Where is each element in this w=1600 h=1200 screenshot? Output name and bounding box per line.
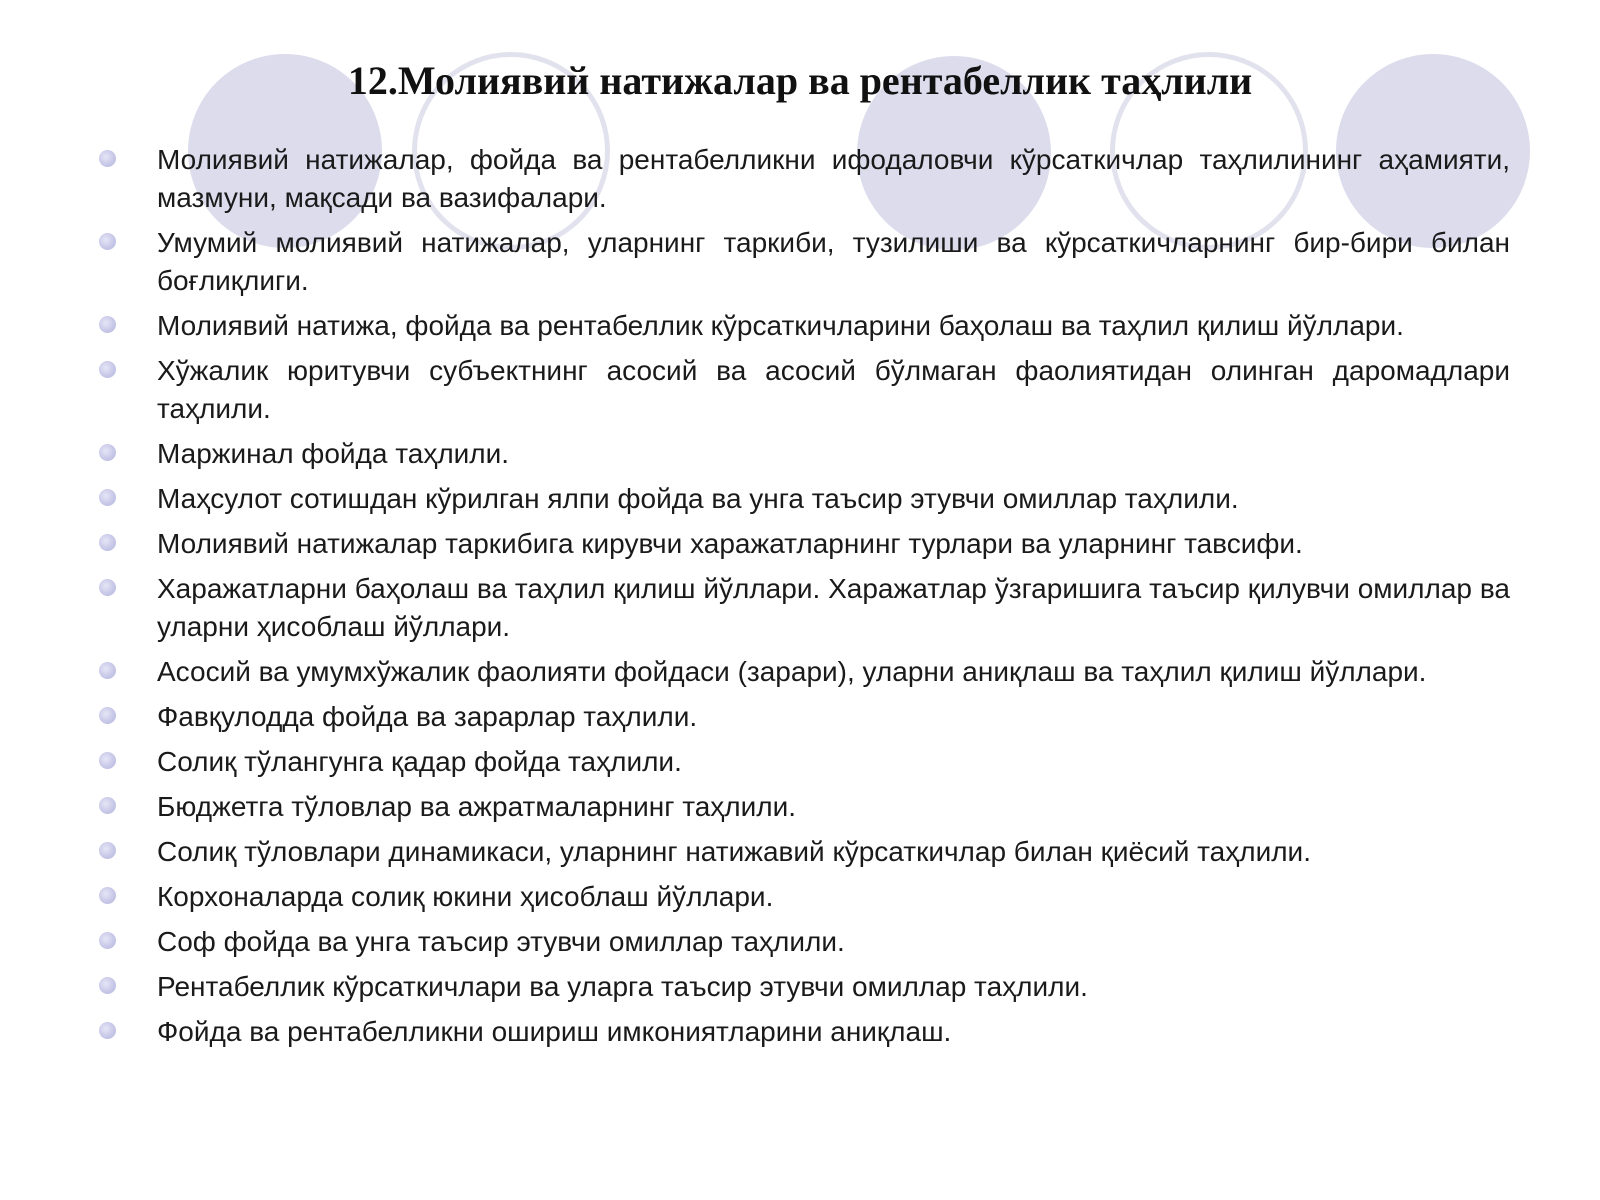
bullet-text: Асосий ва умумхўжалик фаолияти фойдаси (зарари), уларни аниқлаш ва таҳлил қилиш йўллари. [157,656,1427,687]
bullet-item [0,743,1510,781]
bullet-item [0,653,1510,691]
bullet-text: Хўжалик юритувчи субъектнинг асосий ва асосий бўлмаган фаолиятидан олинган даромадлари таҳлили. [157,355,1510,424]
bullet-text: Молиявий натижа, фойда ва рентабеллик кўрсаткичларини баҳолаш ва таҳлил қилиш йўллари. [157,310,1404,341]
bullet-dot-icon [99,150,116,167]
bullet-text: Солиқ тўлангунга қадар фойда таҳлили. [157,746,682,777]
bullet-dot-icon [99,707,116,724]
bullet-item [0,833,1510,871]
bullet-item [0,570,1510,646]
bullet-text: Маҳсулот сотишдан кўрилган ялпи фойда ва унга таъсир этувчи омиллар таҳлили. [157,483,1239,514]
bullet-item [0,788,1510,826]
bullet-text: Харажатларни баҳолаш ва таҳлил қилиш йўллари. Харажатлар ўзгаришига таъсир қилувчи омиллар ва уларни ҳисоблаш йўллари. [157,573,1510,642]
bullet-dot-icon [99,233,116,250]
bullet-item [0,923,1510,961]
bullet-item [0,307,1510,345]
bullet-dot-icon [99,662,116,679]
bullet-item [0,435,1510,473]
bullet-dot-icon [99,887,116,904]
bullet-dot-icon [99,842,116,859]
bullet-text: Молиявий натижалар, фойда ва рентабелликни ифодаловчи кўрсаткичлар таҳлилининг аҳамияти, мазмуни, мақсади ва вазифалари. [157,144,1510,213]
bullet-item [0,480,1510,518]
bullet-dot-icon [99,579,116,596]
bullet-text: Корхоналарда солиқ юкини ҳисоблаш йўллари. [157,881,774,912]
bullet-item [0,1013,1510,1051]
bullet-text: Умумий молиявий натижалар, уларнинг таркиби, тузилиши ва кўрсаткичларнинг бир-бири билан боғлиқлиги. [157,227,1510,296]
bullet-dot-icon [99,361,116,378]
bullet-item [0,224,1510,300]
bullet-dot-icon [99,316,116,333]
bullet-dot-icon [99,444,116,461]
bullet-dot-icon [99,534,116,551]
bullet-item [0,968,1510,1006]
bullet-text: Фойда ва рентабелликни ошириш имкониятларини аниқлаш. [157,1016,952,1047]
bullet-dot-icon [99,932,116,949]
bullet-dot-icon [99,977,116,994]
bullet-dot-icon [99,1022,116,1039]
bullet-text: Маржинал фойда таҳлили. [157,438,510,469]
bullet-text: Солиқ тўловлари динамикаси, уларнинг натижавий кўрсаткичлар билан қиёсий таҳлили. [157,836,1311,867]
bullet-item [0,878,1510,916]
bullet-dot-icon [99,489,116,506]
bullet-item [0,352,1510,428]
bullet-text: Фавқулодда фойда ва зарарлар таҳлили. [157,701,698,732]
bullet-text: Бюджетга тўловлар ва ажратмаларнинг таҳлили. [157,791,797,822]
slide-title: 12.Молиявий натижалар ва рентабеллик таҳлили [347,58,1253,103]
bullet-text: Соф фойда ва унга таъсир этувчи омиллар таҳлили. [157,926,845,957]
bullet-item [0,141,1510,217]
bullet-item [0,698,1510,736]
bullet-dot-icon [99,797,116,814]
bullet-text: Рентабеллик кўрсаткичлари ва уларга таъсир этувчи омиллар таҳлили. [157,971,1088,1002]
bullet-text: Молиявий натижалар таркибига кирувчи харажатларнинг турлари ва уларнинг тавсифи. [157,528,1303,559]
bullet-list [0,141,1600,1058]
bullet-dot-icon [99,752,116,769]
bullet-item [0,525,1510,563]
